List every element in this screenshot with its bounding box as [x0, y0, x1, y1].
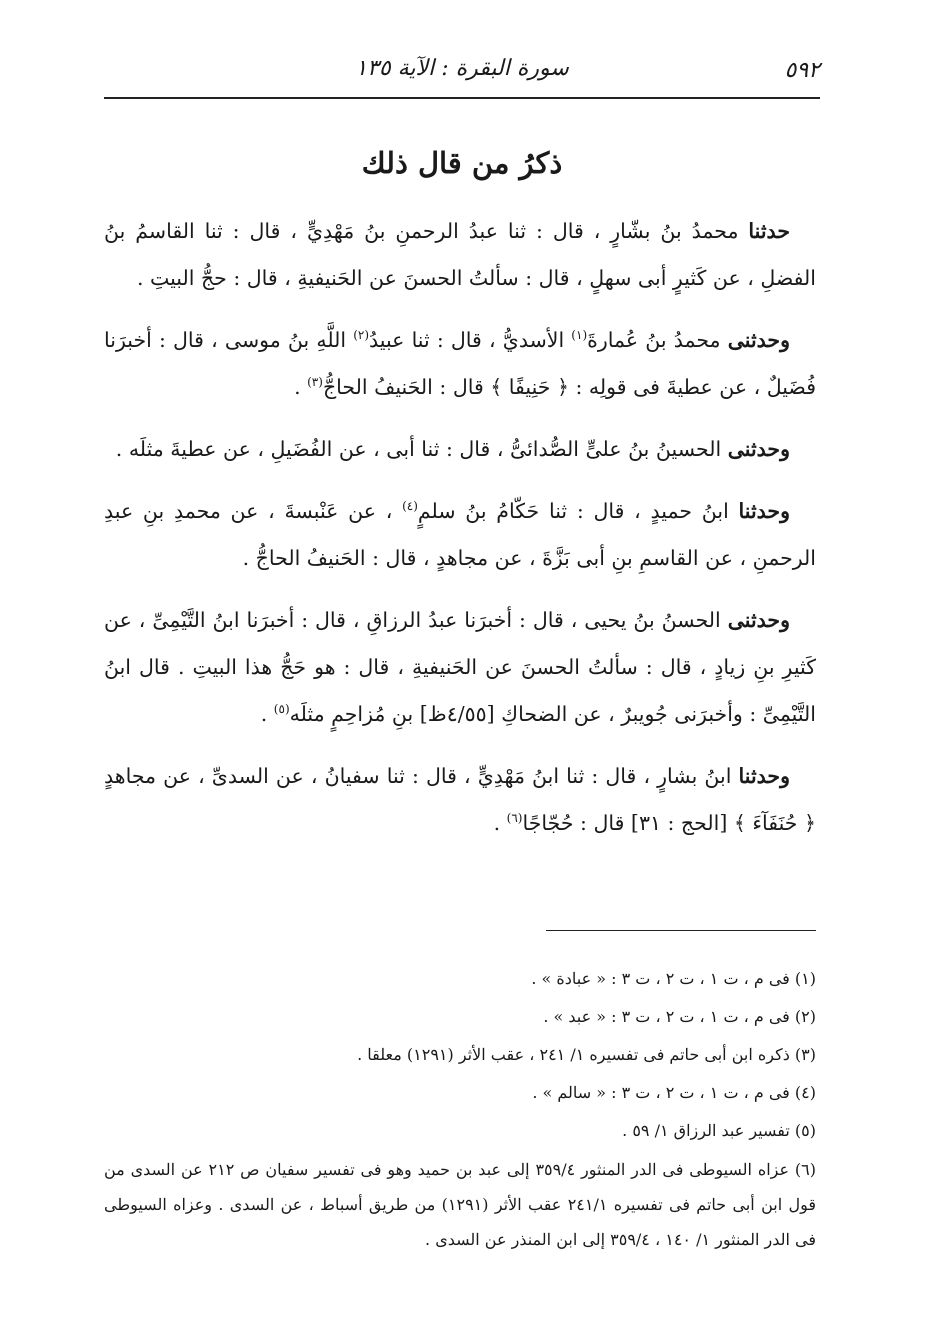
paragraph-2 — [104, 317, 816, 411]
footnote-ref-1: (١) — [571, 328, 588, 343]
paragraph-text: اللَّهِ بنُ موسى ، قال : أخبرَنا فُضَيلٌ ، عن عطيةَ فى قولِه : ﴿ حَنِيفًا ﴾ قال : الحَنيفُ الحاجُّ — [104, 328, 816, 399]
footnote-2: (٢) فى م ، ت ١ ، ت ٢ ، ت ٣ : « عبد » . — [543, 1007, 816, 1026]
footnote-ref-2: (٢) — [353, 328, 370, 343]
paragraph-lead: وحدثنى — [727, 328, 790, 352]
footnote-ref-3: (٣) — [307, 375, 323, 390]
header-divider — [104, 97, 820, 99]
paragraph-4 — [104, 488, 816, 582]
footnote-ref-5: (٥) — [273, 702, 290, 717]
main-text — [104, 208, 816, 862]
paragraph-lead: وحدثنى — [727, 437, 790, 461]
footnote-1: (١) فى م ، ت ١ ، ت ٢ ، ت ٣ : « عبادة » . — [531, 969, 816, 988]
page-number: ٥٩٢ — [784, 58, 820, 83]
footnote-ref-4: (٤) — [402, 499, 418, 514]
paragraph-text: ابنُ بشارٍ ، قال : ثنا ابنُ مَهْدِيٍّ ، قال : ثنا سفيانُ ، عن السدىِّ ، عن مجاهدٍ ﴿ حُنَفَآءَ ﴾ [الحج : ٣١] قال : حُجّاجًا — [104, 764, 816, 835]
paragraph-text: ، عن عَنْبسةَ ، عن محمدِ بنِ عبدِ الرحمنِ ، عن القاسمِ بنِ أبى بَزَّةَ ، عن مجاهدٍ ، قال : الحَنيفُ الحاجُّ . — [104, 499, 816, 570]
section-title: ذكرُ من قال ذلك — [361, 146, 563, 180]
footnotes — [104, 958, 816, 1257]
paragraph-text: . — [493, 811, 507, 835]
paragraph-text: محمدُ بنُ عُمارةَ — [587, 328, 728, 352]
paragraph-text: الحسنُ بنُ يحيى ، قال : أخبرَنا عبدُ الرزاقِ ، قال : أخبرَنا ابنُ التَّيْمِىِّ ، عن كَثيرِ بنِ زيادٍ ، قال : سألتُ الحسنَ عن الحَنيفيةِ ، قال : هو حَجُّ هذا البيتِ . قال ابنُ التَّيْمِىِّ : وأخبرَنى جُويبرٌ ، عن الضحاكِ [٤/٥٥ظ] بنِ مُزاحِمٍ مثلَه — [104, 608, 816, 726]
paragraph-lead: وحدثنا — [738, 499, 790, 523]
running-header — [104, 52, 820, 92]
paragraph-text: . — [294, 375, 308, 399]
paragraph-lead: حدثنا — [748, 219, 790, 243]
paragraph-5 — [104, 597, 816, 738]
paragraph-text: . — [260, 702, 274, 726]
paragraph-text: محمدُ بنُ بشّارٍ ، قال : ثنا عبدُ الرحمنِ بنُ مَهْدِيٍّ ، قال : ثنا القاسمُ بنُ الفضلِ ، عن كَثيرٍ أبى سهلٍ ، قال : سألتُ الحسنَ عن الحَنيفيةِ ، قال : حجُّ البيتِ . — [104, 219, 816, 290]
paragraph-text: الأسديُّ ، قال : ثنا عبيدُ — [369, 328, 572, 352]
paragraph-text: الحسينُ بنُ علىٍّ الصُّدائىُّ ، قال : ثنا أبى ، عن الفُضَيلِ ، عن عطيةَ مثلَه . — [115, 437, 728, 461]
paragraph-lead: وحدثنا — [738, 764, 790, 788]
footnote-ref-6: (٦) — [506, 811, 523, 826]
paragraph-6 — [104, 753, 816, 847]
footnotes-divider — [546, 930, 816, 931]
paragraph-1 — [104, 208, 816, 302]
paragraph-3 — [104, 426, 816, 473]
header-title: سورة البقرة : الآية ١٣٥ — [355, 56, 569, 81]
footnote-4: (٤) فى م ، ت ١ ، ت ٢ ، ت ٣ : « سالم » . — [532, 1083, 816, 1102]
footnote-3: (٣) ذكره ابن أبى حاتم فى تفسيره ١/ ٢٤١ ، عقب الأثر (١٢٩١) معلقا . — [357, 1045, 816, 1064]
paragraph-lead: وحدثنى — [727, 608, 790, 632]
footnote-6: (٦) عزاه السيوطى فى الدر المنثور ٣٥٩/٤ إلى عبد بن حميد وهو فى تفسير سفيان ص ٢١٢ عن السدى من قول ابن أبى حاتم فى تفسيره ٢٤١/١ عقب الأثر (١٢٩١) من طريق أسباط ، عن السدى . وعزاه السيوطى فى الدر المنثور ١/ ١٤٠ ، ٣٥٩/٤ إلى ابن المنذر عن السدى . — [104, 1160, 817, 1249]
paragraph-text: ابنُ حميدٍ ، قال : ثنا حَكّامُ بنُ سلمٍ — [417, 499, 739, 523]
footnote-5: (٥) تفسير عبد الرزاق ١/ ٥٩ . — [622, 1121, 816, 1140]
